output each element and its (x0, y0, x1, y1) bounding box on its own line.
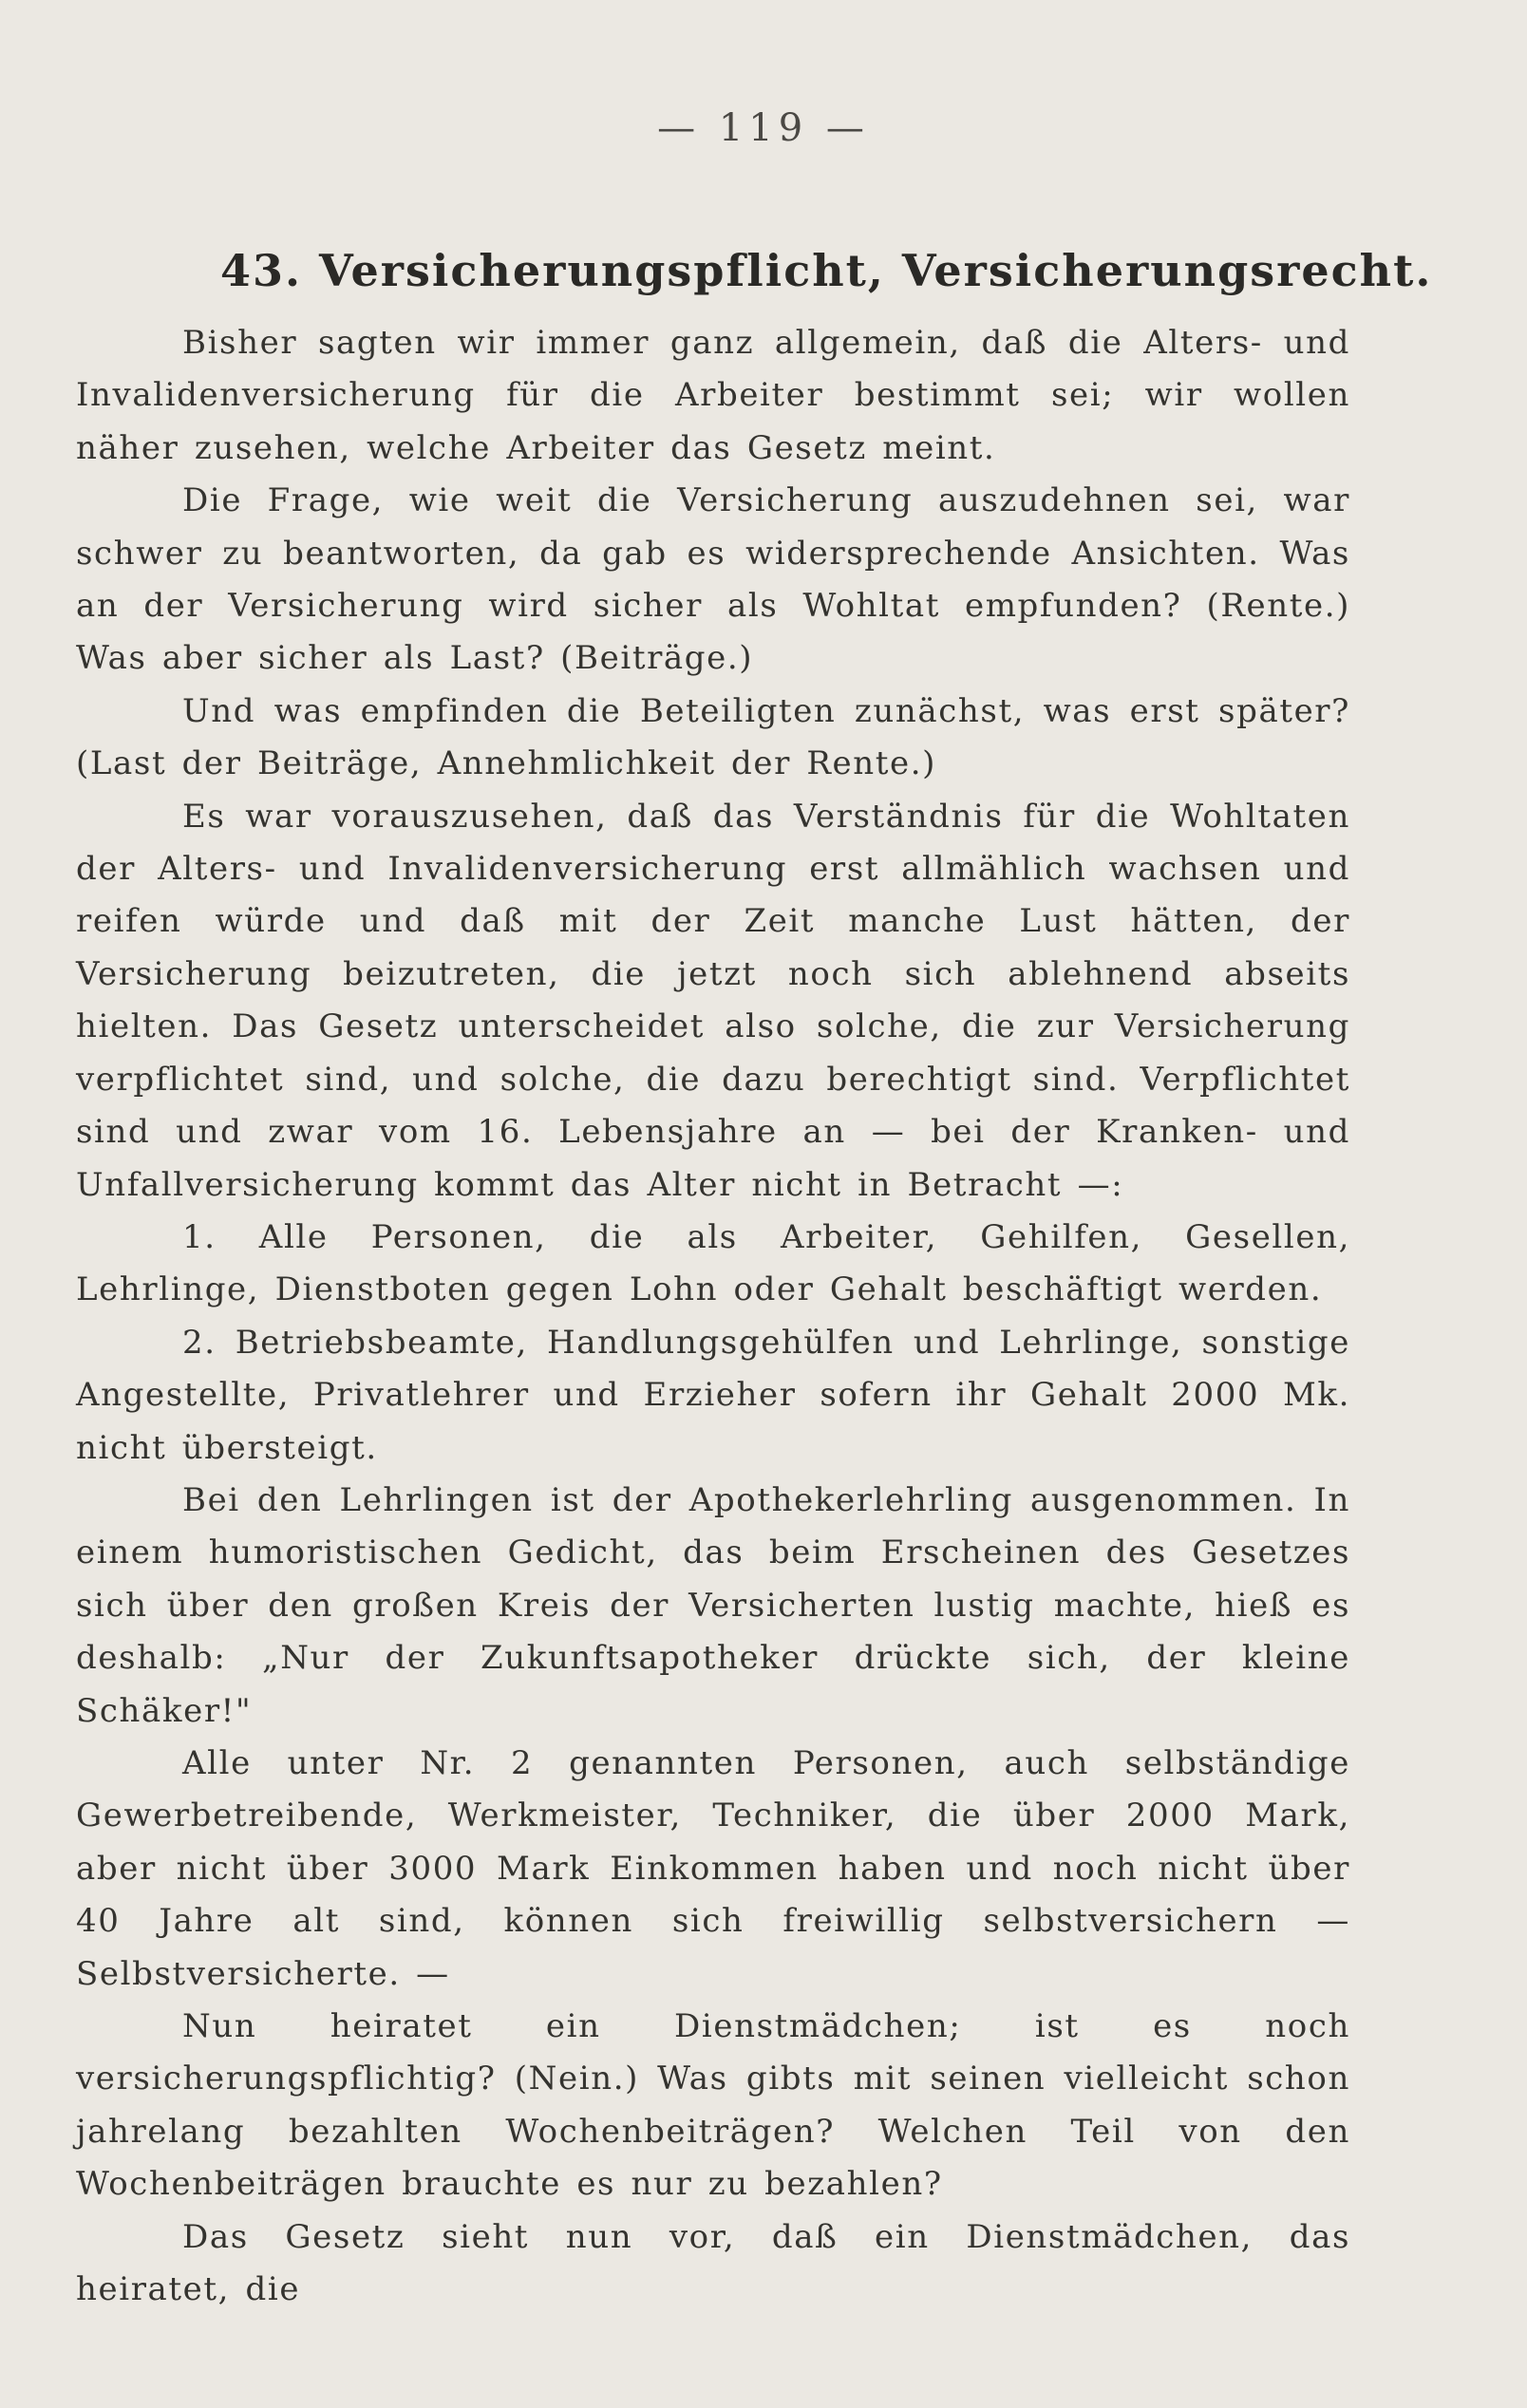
section-heading: 43. Versicherungspflicht, Versicherungsrecht. (220, 245, 1433, 296)
paragraph: Die Frage, wie weit die Versicherung auszudehnen sei, war schwer zu beantworten, da gab es widersprechende Ansichten. Was an der Versicherung wird sicher als Wohltat empfunden? (Rente.) Was aber sicher als Last? (Beiträge.) (76, 481, 1350, 678)
page-number: — 119 — (657, 106, 870, 150)
list-item: 1. Alle Personen, die als Arbeiter, Gehilfen, Gesellen, Lehrlinge, Dienstboten gegen Lohn oder Gehalt beschäftigt werden. (76, 1217, 1350, 1309)
paragraph: Es war vorauszusehen, daß das Verständnis für die Wohltaten der Alters- und Invalidenversicherung erst allmählich wachsen und reifen würde und daß mit der Zeit manche Lust hätten, der Versicherung beizutreten, die jetzt noch sich ablehnend abseits hielten. Das Gesetz unterscheidet also solche, die zur Versicherung verpflichtet sind, und solche, die dazu berechtigt sind. Verpflichtet sind und zwar vom 16. Lebensjahre an — bei der Kranken- und Unfallversicherung kommt das Alter nicht in Betracht —: (76, 797, 1350, 1204)
paragraph: Nun heiratet ein Dienstmädchen; ist es noch versicherungspflichtig? (Nein.) Was gibts mit seinen vielleicht schon jahrelang bezahlten Wochenbeiträgen? Welchen Teil von den Wochenbeiträgen brauchte es nur zu bezahlen? (76, 2007, 1350, 2204)
paragraph: Und was empfinden die Beteiligten zunächst, was erst später? (Last der Beiträge, Annehmlichkeit der Rente.) (76, 691, 1350, 783)
paragraph: Alle unter Nr. 2 genannten Personen, auch selbständige Gewerbetreibende, Werkmeister, Techniker, die über 2000 Mark, aber nicht über 3000 Mark Einkommen haben und noch nicht über 40 Jahre alt sind, können sich freiwillig selbstversichern — Selbstversicherte. — (76, 1743, 1350, 1993)
list-item: 2. Betriebsbeamte, Handlungsgehülfen und Lehrlinge, sonstige Angestellte, Privatlehrer und Erzieher sofern ihr Gehalt 2000 Mk. nicht übersteigt. (76, 1323, 1350, 1467)
paragraph: Das Gesetz sieht nun vor, daß ein Dienstmädchen, das heiratet, die (76, 2217, 1350, 2309)
body-text (76, 317, 1350, 2316)
paragraph: Bei den Lehrlingen ist der Apothekerlehrling ausgenommen. In einem humoristischen Gedicht, das beim Erscheinen des Gesetzes sich über den großen Kreis der Versicherten lustig machte, hieß es deshalb: „Nur der Zukunftsapotheker drückte sich, der kleine Schäker!" (76, 1480, 1350, 1730)
paragraph: Bisher sagten wir immer ganz allgemein, daß die Alters- und Invalidenversicherung für die Arbeiter bestimmt sei; wir wollen näher zusehen, welche Arbeiter das Gesetz meint. (76, 324, 1350, 467)
